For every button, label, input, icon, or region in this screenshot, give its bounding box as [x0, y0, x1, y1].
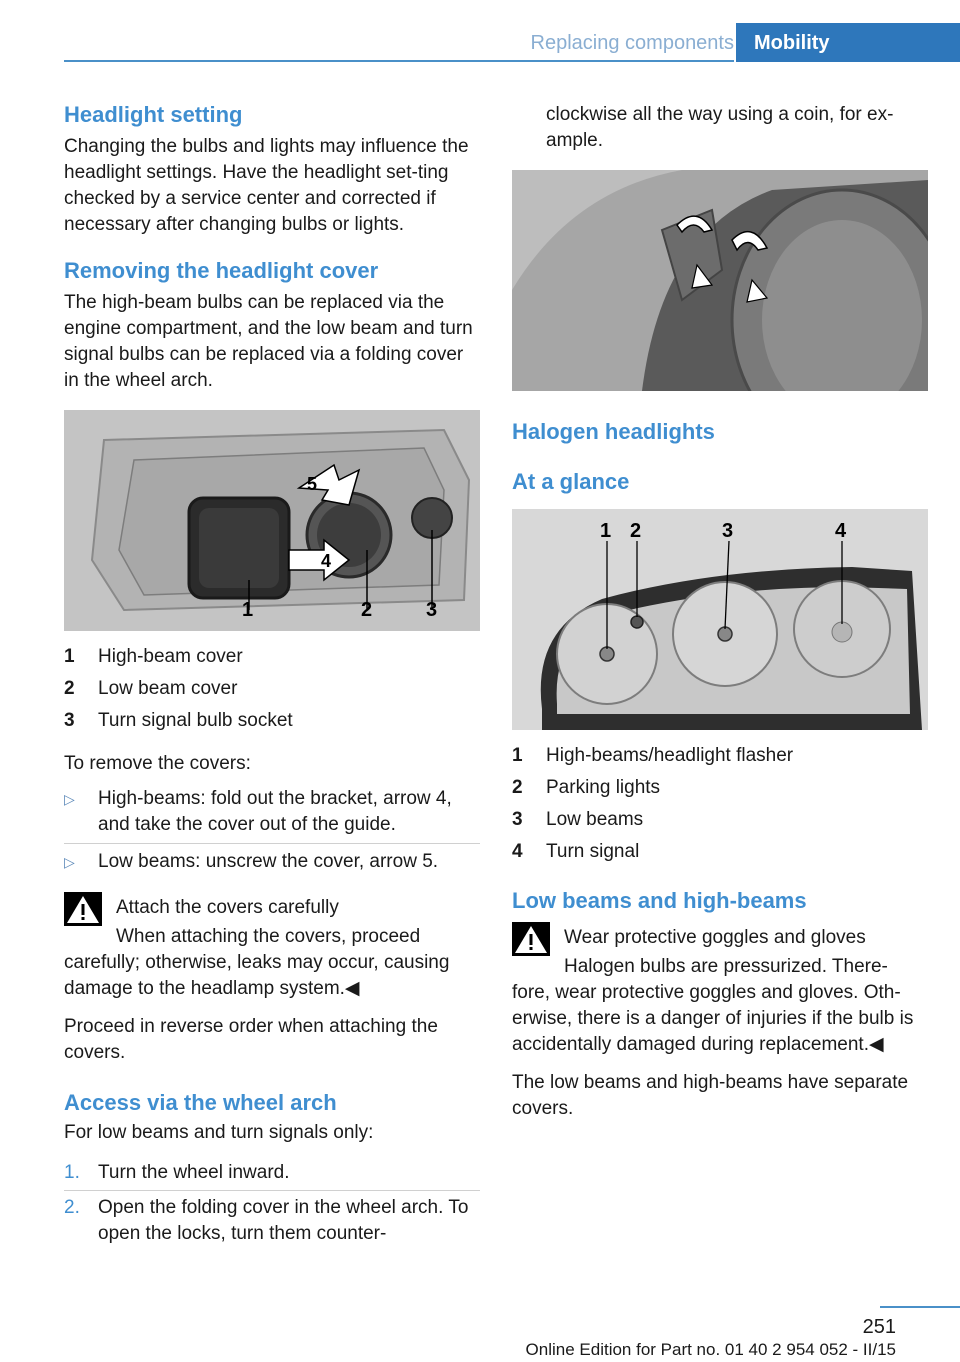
warning-triangle-icon	[512, 922, 550, 956]
list-item: 1 High-beams/headlight flasher	[512, 745, 794, 766]
page-number: 251	[862, 1316, 896, 1338]
list-item: 1. Turn the wheel inward.	[64, 1162, 290, 1183]
left-column	[64, 100, 480, 1251]
warning-title: Attach the covers carefully	[116, 897, 339, 918]
figure1-legend	[64, 641, 480, 737]
heading-halogen-headlights: Halogen headlights	[512, 419, 715, 444]
list-item: 2. Open the folding cover in the wheel arch. To open the locks, turn them counter-	[64, 1190, 480, 1251]
bullet-triangle-icon: ▷	[64, 791, 75, 807]
warning-goggles-gloves	[512, 922, 928, 1058]
list-item: 4 Turn signal	[512, 841, 640, 862]
wheel-arch-figure	[512, 170, 928, 391]
warning-triangle-icon	[64, 892, 102, 926]
text-remove-intro: To remove the covers:	[64, 753, 251, 774]
footer-rule	[880, 1306, 960, 1308]
text-continued: clockwise all the way using a coin, for ex-ample.	[546, 104, 894, 151]
figure1-callout-5: 5	[307, 474, 318, 494]
figure3-callout-1: 1	[600, 520, 612, 542]
heading-removing-cover: Removing the headlight cover	[64, 258, 379, 283]
list-item: 2 Low beam cover	[64, 678, 238, 699]
list-item: 2 Parking lights	[512, 777, 661, 798]
figure1-callout-4: 4	[321, 551, 332, 571]
text-separate-covers: The low beams and high-beams have separate covers.	[512, 1072, 909, 1119]
figure3-callout-3: 3	[722, 520, 734, 542]
right-column	[512, 102, 928, 1122]
figure1-callout-3: 3	[426, 599, 438, 621]
heading-low-high-beams: Low beams and high-beams	[512, 888, 807, 913]
heading-headlight-setting: Headlight setting	[64, 102, 243, 127]
warning-body: fore, wear protective goggles and gloves. Oth-erwise, there is a danger of injuries if the bulb is accidentally damaged during replacement.◀	[512, 982, 914, 1055]
header-rule	[64, 60, 734, 62]
text-headlight-setting: Changing the bulbs and lights may influence the headlight settings. Have the headlight set-ting checked by a service center and corrected if necessary after changing bulbs or lights.	[64, 136, 469, 235]
text-reverse-order: Proceed in reverse order when attaching the covers.	[64, 1016, 438, 1063]
wheel-arch-illustration	[512, 170, 928, 391]
warning-line: When attaching the covers, proceed	[116, 926, 421, 947]
header-section-title: Replacing components	[530, 32, 734, 54]
bullet-triangle-icon: ▷	[64, 854, 75, 870]
list-item: ▷ High-beams: fold out the bracket, arrow 4, and take the cover out of the guide.	[64, 781, 480, 843]
list-item: 3 Low beams	[512, 809, 644, 830]
halogen-headlight-illustration	[512, 509, 928, 730]
figure3-legend	[512, 740, 928, 868]
heading-wheel-arch: Access via the wheel arch	[64, 1090, 337, 1115]
headlight-rear-illustration	[64, 410, 480, 631]
wheel-arch-steps	[64, 1156, 480, 1251]
figure1-callout-2: 2	[361, 599, 373, 621]
footer-edition: Online Edition for Part no. 01 40 2 954 052 - II/15	[525, 1340, 896, 1359]
text-removing-cover: The high-beam bulbs can be replaced via the engine compartment, and the low beam and turn signal bulbs can be replaced via a folding cover in the wheel arch.	[64, 292, 473, 391]
header-tab-mobility[interactable]: Mobility	[736, 23, 960, 62]
list-item: ▷ Low beams: unscrew the cover, arrow 5.	[64, 843, 480, 880]
warning-attach-covers	[64, 892, 480, 1002]
list-item: 1 High-beam cover	[64, 646, 243, 667]
figure3-callout-4: 4	[835, 520, 847, 542]
remove-steps-list	[64, 781, 480, 880]
warning-body: carefully; otherwise, leaks may occur, causing damage to the headlamp system.◀	[64, 952, 450, 999]
warning-line: Halogen bulbs are pressurized. There-	[564, 956, 888, 977]
halogen-headlight-figure	[512, 509, 928, 730]
list-item: 3 Turn signal bulb socket	[64, 710, 293, 731]
heading-at-a-glance: At a glance	[512, 469, 630, 494]
figure3-callout-2: 2	[630, 520, 642, 542]
headlight-rear-figure	[64, 410, 480, 631]
figure1-callout-1: 1	[242, 599, 254, 621]
warning-title: Wear protective goggles and gloves	[564, 927, 866, 948]
text-wheel-arch-intro: For low beams and turn signals only:	[64, 1122, 374, 1143]
